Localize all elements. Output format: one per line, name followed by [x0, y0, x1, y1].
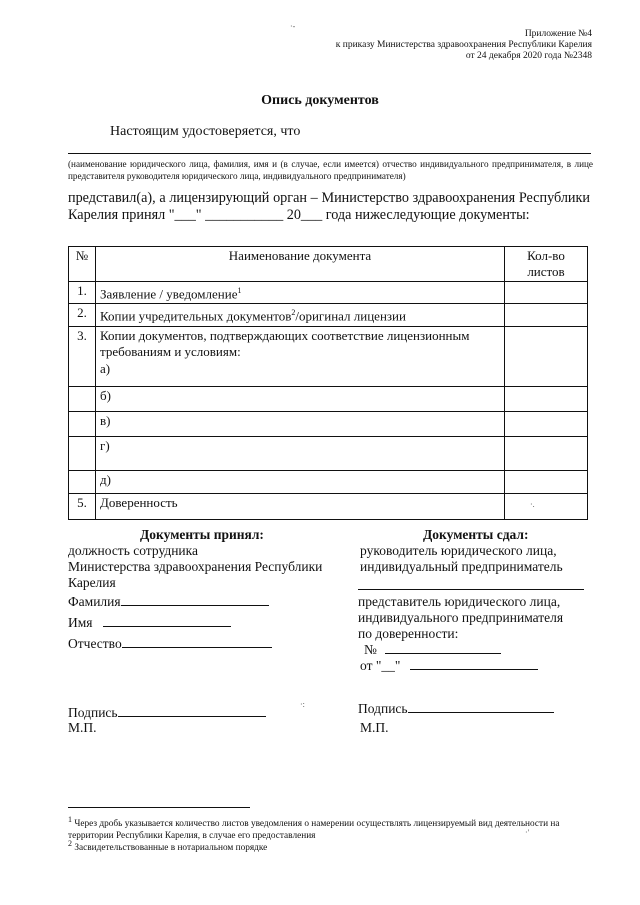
row-sheet-count[interactable]	[505, 386, 588, 411]
row-document-name: Заявление / уведомление$^1$	[96, 282, 505, 304]
table-row	[69, 470, 588, 493]
attorney-date-field[interactable]	[410, 657, 538, 670]
row-sheet-count[interactable]	[505, 436, 588, 470]
handed-signature-field[interactable]	[408, 700, 554, 713]
footnote-separator	[68, 807, 250, 808]
table-row	[69, 386, 588, 411]
row-sheet-count[interactable]	[505, 326, 588, 386]
applicant-hint: (наименование юридического лица, фамилия, имя и (в случае, если имеется) отчество индивидуального предпринимателя, в лице представителя руководителя юридического лица, индивидуального предпринимателя)	[68, 159, 593, 181]
appendix-number: Приложение №4	[524, 29, 592, 39]
row-number	[69, 470, 96, 493]
row-document-name: б)	[96, 386, 505, 411]
row-number: 5.	[69, 493, 96, 519]
appendix-header	[336, 29, 592, 62]
table-row	[69, 411, 588, 436]
row-number	[69, 386, 96, 411]
accepted-position: должность сотрудника Министерства здравоохранения Республики Карелия	[68, 543, 323, 590]
table-row	[69, 493, 588, 519]
row-number: 3.	[69, 326, 96, 386]
accepted-surname: Фамилия	[68, 593, 269, 610]
patronymic-field[interactable]	[122, 635, 272, 648]
accepted-signature: Подпись	[68, 704, 266, 721]
handed-heading: Документы сдал:	[423, 527, 529, 542]
table-row	[69, 436, 588, 470]
accepted-heading: Документы принял:	[140, 527, 264, 542]
row-document-name: г)	[96, 436, 505, 470]
table-row	[69, 326, 588, 386]
attorney-number-field[interactable]	[385, 641, 501, 654]
row-sheet-count[interactable]	[505, 304, 588, 326]
handed-signature: Подпись	[358, 700, 554, 717]
header-number: №	[69, 247, 96, 282]
row-number	[69, 411, 96, 436]
scan-speck: ·.	[530, 500, 535, 509]
row-sheet-count[interactable]	[505, 470, 588, 493]
scan-speck: ·-	[290, 22, 296, 31]
table-header-row	[69, 247, 588, 282]
certify-text: Настоящим удостоверяется, что	[110, 124, 301, 139]
appendix-date: от 24 декабря 2020 года №2348	[465, 51, 592, 61]
row-document-name: Доверенность	[96, 493, 505, 519]
row-sheet-count[interactable]	[505, 282, 588, 304]
handed-head: руководитель юридического лица, индивидуальный предприниматель	[360, 543, 563, 574]
accepted-patronymic: Отчество	[68, 635, 272, 652]
row-document-name: Копии учредительных документов$^2$/оригинал лицензии	[96, 304, 505, 326]
handed-head-name-line[interactable]	[358, 589, 584, 590]
applicant-name-line[interactable]	[68, 153, 591, 154]
footnote-2: $^2$ Засвидетельствованные в нотариальном порядке	[68, 839, 268, 854]
row-document-name: Копии документов, подтверждающих соответствие лицензионным требованиям и условиям: а)	[96, 326, 505, 386]
power-of-attorney-number: №	[364, 641, 501, 658]
table-row	[69, 282, 588, 304]
row-number: 2.	[69, 304, 96, 326]
documents-table	[68, 246, 588, 520]
surname-field[interactable]	[121, 593, 269, 606]
power-of-attorney-date: от "__"	[360, 657, 538, 674]
accepted-stamp: М.П.	[68, 720, 97, 735]
table-row	[69, 304, 588, 326]
row-number	[69, 436, 96, 470]
header-document-name: Наименование документа	[96, 247, 505, 282]
handed-stamp: М.П.	[360, 720, 389, 735]
document-title: Опись документов	[261, 93, 379, 108]
row-sheet-count[interactable]	[505, 411, 588, 436]
submission-paragraph: представил(а), а лицензирующий орган – Министерство здравоохранения Республики Карелия принял "___" ___________ 20___ года нижеследующие документы:	[68, 190, 590, 223]
row-document-name: д)	[96, 470, 505, 493]
scan-speck: ·:	[300, 700, 305, 709]
appendix-order: к приказу Министерства здравоохранения Республики Карелия	[335, 40, 592, 50]
scan-speck: ·'	[525, 828, 530, 837]
header-sheet-count: Кол-во листов	[505, 247, 588, 282]
handed-representative: представитель юридического лица, индивидуального предпринимателя по доверенности:	[358, 594, 564, 641]
accepted-signature-field[interactable]	[118, 704, 266, 717]
accepted-name: Имя	[68, 614, 231, 631]
name-field[interactable]	[103, 614, 231, 627]
row-document-name: в)	[96, 411, 505, 436]
row-sheet-count[interactable]	[505, 493, 588, 519]
footnote-1: $^1$ Через дробь указывается количество листов уведомления о намерении осуществлять лицензируемый вид деятельности на территории Республики Карелия, в случае его предоставления	[68, 815, 560, 842]
row-number: 1.	[69, 282, 96, 304]
